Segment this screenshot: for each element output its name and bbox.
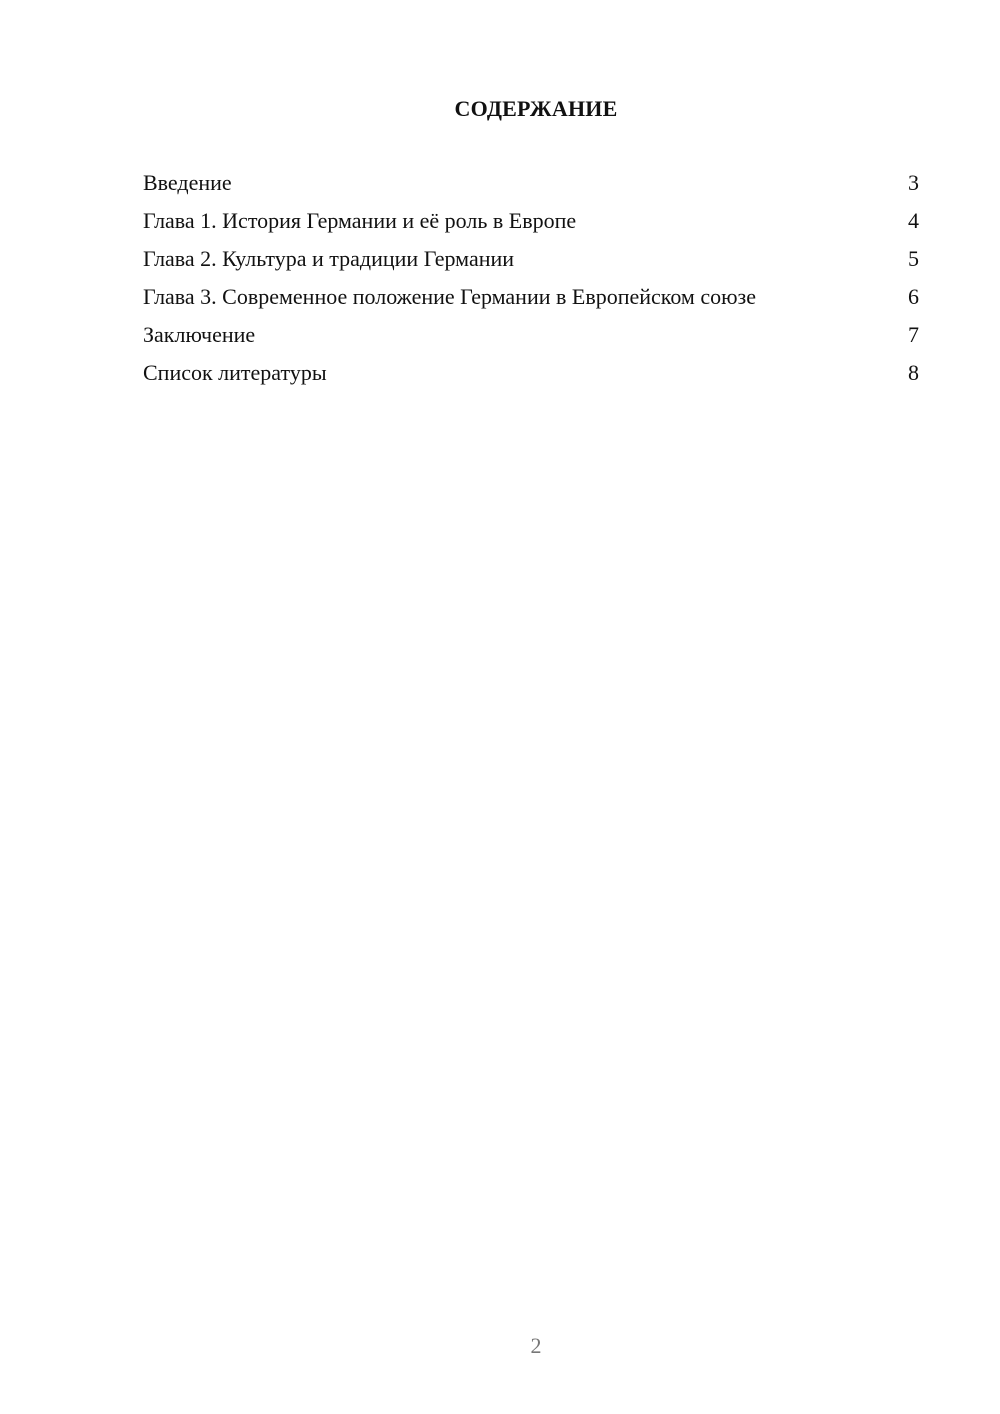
table-of-contents [143, 170, 919, 398]
toc-entry-label: Введение [143, 170, 232, 195]
toc-entry-page: 3 [908, 170, 919, 195]
toc-entry-page: 6 [908, 284, 919, 309]
toc-entry-label: Заключение [143, 322, 256, 347]
toc-entry-introduction [143, 170, 919, 196]
toc-entry-label: Глава 2. Культура и традиции Германии [143, 246, 515, 271]
toc-title: СОДЕРЖАНИЕ [454, 96, 618, 121]
toc-entry-page: 7 [908, 322, 919, 347]
toc-entry-conclusion [143, 322, 919, 348]
toc-entry-page: 8 [908, 360, 919, 385]
toc-entry-page: 5 [908, 246, 919, 271]
toc-entry-references [143, 360, 919, 386]
toc-entry-label: Глава 1. История Германии и её роль в Европе [143, 208, 577, 233]
toc-entry-page: 4 [908, 208, 919, 233]
toc-entry-label: Глава 3. Современное положение Германии в Европейском союзе [143, 284, 757, 309]
toc-entry-chapter-3 [143, 284, 919, 310]
page-number: 2 [530, 1333, 542, 1358]
toc-entry-label: Список литературы [143, 360, 327, 385]
toc-entry-chapter-2 [143, 246, 919, 272]
toc-entry-chapter-1 [143, 208, 919, 234]
